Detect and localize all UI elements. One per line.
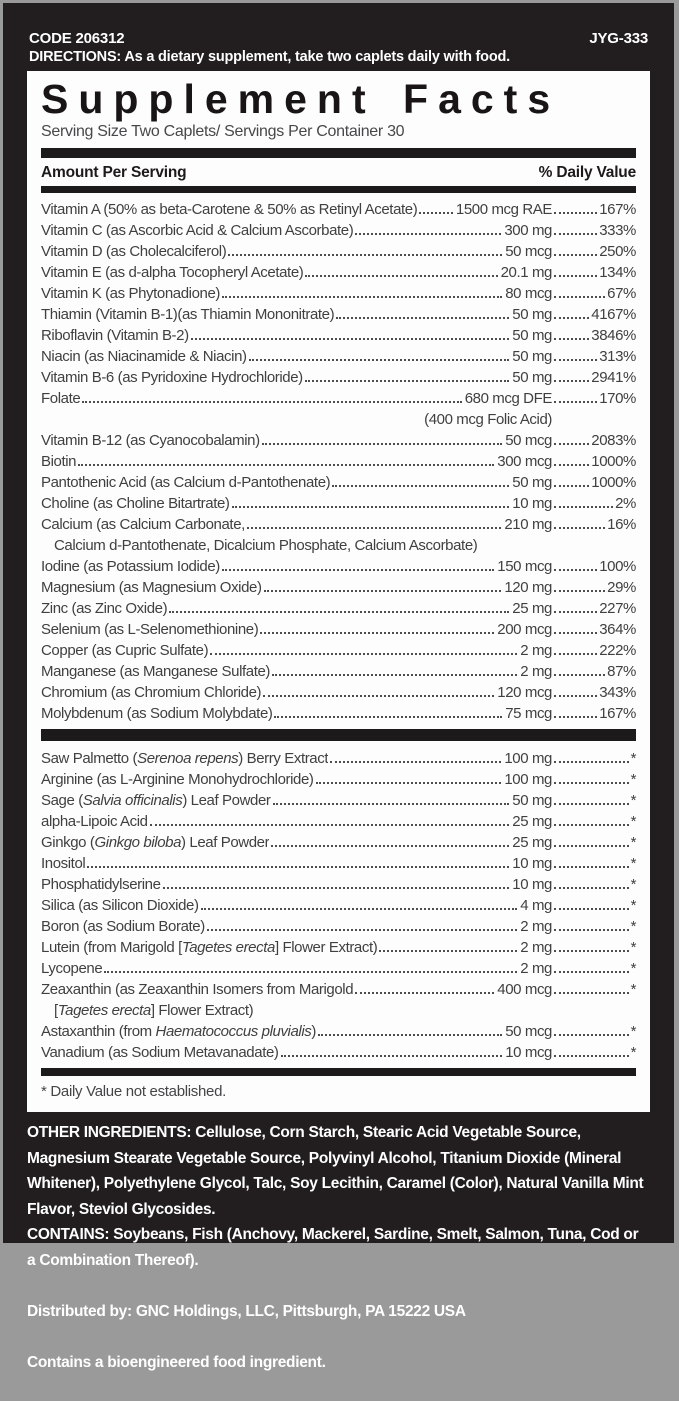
dot-leader bbox=[330, 761, 501, 763]
dv-group bbox=[552, 771, 636, 788]
daily-value-header: % Daily Value bbox=[538, 164, 636, 181]
fact-name: Ginkgo (Ginkgo biloba) Leaf Powder bbox=[41, 834, 270, 851]
dot-leader bbox=[554, 464, 589, 466]
fact-row bbox=[41, 260, 636, 281]
footer-statement bbox=[27, 1124, 643, 1218]
dot-leader bbox=[554, 803, 629, 805]
fact-amount: 1500 mcg RAE bbox=[455, 201, 552, 218]
dot-leader bbox=[554, 443, 589, 445]
fact-daily-value: 29% bbox=[607, 579, 636, 596]
fact-name: Arginine (as L-Arginine Monohydrochloride) bbox=[41, 771, 314, 788]
dv-group bbox=[552, 642, 636, 659]
footer-statement-label: CONTAINS: bbox=[27, 1226, 114, 1243]
dot-leader bbox=[554, 611, 597, 613]
fact-name: Sage (Salvia officinalis) Leaf Powder bbox=[41, 792, 271, 809]
dot-leader bbox=[264, 590, 502, 592]
fact-continuation: Calcium d-Pantothenate, Dicalcium Phosphate, Calcium Ascorbate) bbox=[54, 537, 478, 554]
dot-leader bbox=[150, 824, 510, 826]
dot-leader bbox=[554, 845, 629, 847]
fact-name: Manganese (as Manganese Sulfate) bbox=[41, 663, 271, 680]
fact-daily-value: * bbox=[630, 792, 636, 809]
dv-group bbox=[552, 390, 636, 407]
dot-leader bbox=[169, 611, 509, 613]
dot-leader bbox=[554, 887, 629, 889]
fact-daily-value: * bbox=[630, 750, 636, 767]
fact-daily-value: 2% bbox=[615, 495, 636, 512]
fact-name: Vitamin E (as d-alpha Tocopheryl Acetate) bbox=[41, 264, 304, 281]
fact-row bbox=[41, 449, 636, 470]
fact-row bbox=[41, 197, 636, 218]
fact-row bbox=[41, 851, 636, 872]
fact-daily-value: * bbox=[630, 771, 636, 788]
dot-leader bbox=[554, 359, 597, 361]
fact-row bbox=[41, 218, 636, 239]
dv-group bbox=[552, 558, 636, 575]
fact-daily-value: 333% bbox=[599, 222, 636, 239]
fact-name: Vitamin A (50% as beta-Carotene & 50% as Retinyl Acetate) bbox=[41, 201, 418, 218]
dot-leader bbox=[554, 233, 597, 235]
dot-leader bbox=[201, 908, 518, 910]
dv-group bbox=[552, 876, 636, 893]
fact-row bbox=[41, 323, 636, 344]
fact-name: alpha-Lipoic Acid bbox=[41, 813, 148, 830]
dot-leader bbox=[274, 716, 502, 718]
dv-group bbox=[552, 705, 636, 722]
fact-name: Inositol bbox=[41, 855, 86, 872]
fact-row bbox=[41, 914, 636, 935]
dot-leader bbox=[247, 527, 501, 529]
fact-daily-value: * bbox=[630, 981, 636, 998]
dot-leader bbox=[554, 569, 597, 571]
divider-medium bbox=[41, 186, 636, 193]
fact-row bbox=[41, 935, 636, 956]
fact-row bbox=[41, 701, 636, 722]
fact-daily-value: 313% bbox=[599, 348, 636, 365]
dot-leader bbox=[379, 950, 517, 952]
dot-leader bbox=[273, 803, 510, 805]
fact-amount: 10 mcg bbox=[505, 1044, 552, 1061]
fact-daily-value: * bbox=[630, 813, 636, 830]
fact-daily-value: * bbox=[630, 855, 636, 872]
fact-amount: 50 mg bbox=[512, 474, 552, 491]
dot-leader bbox=[191, 338, 510, 340]
fact-name: Calcium (as Calcium Carbonate, bbox=[41, 516, 245, 533]
dot-leader bbox=[554, 761, 629, 763]
dv-group bbox=[552, 327, 636, 344]
dot-leader bbox=[82, 401, 461, 403]
fact-amount: 4 mg bbox=[520, 897, 552, 914]
fact-amount: 25 mg bbox=[512, 834, 552, 851]
fact-row bbox=[41, 638, 636, 659]
fact-amount: 50 mcg bbox=[505, 243, 552, 260]
fact-name: Zinc (as Zinc Oxide) bbox=[41, 600, 168, 617]
section-vitamins-minerals bbox=[41, 197, 636, 722]
fact-name: Saw Palmetto (Serenoa repens) Berry Extract bbox=[41, 750, 329, 767]
dot-leader bbox=[554, 254, 597, 256]
fact-amount: 80 mcg bbox=[505, 285, 552, 302]
fact-name: Copper (as Cupric Sulfate) bbox=[41, 642, 209, 659]
fact-daily-value: 4167% bbox=[591, 306, 636, 323]
fact-name: Boron (as Sodium Borate) bbox=[41, 918, 205, 935]
fact-name: Vitamin B-6 (as Pyridoxine Hydrochloride) bbox=[41, 369, 303, 386]
fact-daily-value: 250% bbox=[599, 243, 636, 260]
amount-per-serving-header: Amount Per Serving bbox=[41, 164, 187, 181]
dot-leader bbox=[554, 971, 629, 973]
dot-leader bbox=[554, 866, 629, 868]
fact-name: Vitamin B-12 (as Cyanocobalamin) bbox=[41, 432, 260, 449]
fact-row bbox=[41, 470, 636, 491]
fact-amount: 120 mcg bbox=[497, 684, 552, 701]
dv-group bbox=[552, 855, 636, 872]
fact-row bbox=[41, 428, 636, 449]
fact-amount: 10 mg bbox=[512, 855, 552, 872]
fact-row bbox=[41, 767, 636, 788]
fact-name: Thiamin (Vitamin B-1)(as Thiamin Mononitrate) bbox=[41, 306, 335, 323]
dot-leader bbox=[554, 338, 589, 340]
fact-amount: 50 mcg bbox=[505, 1023, 552, 1040]
dv-group bbox=[552, 960, 636, 977]
dot-leader bbox=[554, 782, 629, 784]
dv-group bbox=[552, 750, 636, 767]
fact-daily-value: 16% bbox=[607, 516, 636, 533]
fact-daily-value: 222% bbox=[599, 642, 636, 659]
fact-row bbox=[41, 344, 636, 365]
section-divider bbox=[41, 729, 636, 741]
fact-daily-value: * bbox=[630, 897, 636, 914]
fact-row bbox=[41, 977, 636, 998]
dot-leader bbox=[305, 275, 497, 277]
fact-name: Zeaxanthin (as Zeaxanthin Isomers from Marigold bbox=[41, 981, 354, 998]
fact-row bbox=[41, 365, 636, 386]
dot-leader bbox=[554, 296, 605, 298]
fact-row bbox=[41, 239, 636, 260]
fact-daily-value: 67% bbox=[607, 285, 636, 302]
dv-group bbox=[552, 369, 636, 386]
fact-row bbox=[41, 575, 636, 596]
dot-leader bbox=[210, 653, 517, 655]
fact-daily-value: 167% bbox=[599, 201, 636, 218]
fact-daily-value: * bbox=[630, 960, 636, 977]
sku-code: JYG-333 bbox=[589, 30, 648, 47]
dot-leader bbox=[222, 569, 494, 571]
fact-daily-value: 227% bbox=[599, 600, 636, 617]
fact-amount: 50 mg bbox=[512, 306, 552, 323]
fact-daily-value: * bbox=[630, 939, 636, 956]
fact-daily-value: 3846% bbox=[591, 327, 636, 344]
dv-group bbox=[552, 792, 636, 809]
fact-amount: 20.1 mg bbox=[500, 264, 552, 281]
dot-leader bbox=[554, 695, 597, 697]
fact-row bbox=[41, 554, 636, 575]
fact-row bbox=[41, 491, 636, 512]
fact-amount: 150 mcg bbox=[497, 558, 552, 575]
fact-name: Pantothenic Acid (as Calcium d-Pantothenate) bbox=[41, 474, 331, 491]
fact-amount: (400 mcg Folic Acid) bbox=[424, 411, 552, 428]
fact-daily-value: * bbox=[630, 918, 636, 935]
fact-daily-value: 2941% bbox=[591, 369, 636, 386]
dot-leader bbox=[554, 275, 597, 277]
dot-leader bbox=[207, 929, 517, 931]
dot-leader bbox=[554, 506, 613, 508]
fact-amount: 2 mg bbox=[520, 960, 552, 977]
footer-statement-label: OTHER INGREDIENTS: bbox=[27, 1124, 196, 1141]
fact-daily-value: * bbox=[630, 834, 636, 851]
panel-title: Supplement Facts bbox=[41, 76, 561, 122]
dot-leader bbox=[554, 653, 597, 655]
fact-daily-value: 343% bbox=[599, 684, 636, 701]
dv-group bbox=[552, 495, 636, 512]
fact-amount: 200 mcg bbox=[497, 621, 552, 638]
dv-group bbox=[552, 474, 636, 491]
fact-row bbox=[41, 302, 636, 323]
footer-statement-text: Cellulose, Corn Starch, Stearic Acid Vegetable Source, Magnesium Stearate Vegetable Source, Polyvinyl Alcohol, Titanium Dioxide (Mineral Whitener), Polyethylene Glycol, Talc, Soy Lecithin, Caramel (Color), Natural Vanilla Mint Flavor, Steviol Glycosides. bbox=[27, 1124, 644, 1218]
footer-statement-text: GNC Holdings, LLC, Pittsburgh, PA 15222 USA bbox=[135, 1302, 466, 1320]
fact-name: Folate bbox=[41, 390, 81, 407]
dot-leader bbox=[554, 485, 589, 487]
dv-group bbox=[552, 897, 636, 914]
divider-thick bbox=[41, 148, 636, 158]
dv-group bbox=[552, 516, 636, 533]
dot-leader bbox=[355, 233, 501, 235]
dot-leader bbox=[554, 317, 589, 319]
fact-amount: 50 mg bbox=[512, 792, 552, 809]
fact-amount: 300 mcg bbox=[497, 453, 552, 470]
fact-continuation-amount bbox=[41, 407, 636, 428]
fact-amount: 50 mg bbox=[512, 327, 552, 344]
dv-group bbox=[552, 453, 636, 470]
dot-leader bbox=[554, 908, 629, 910]
footer-statement bbox=[27, 1350, 650, 1376]
fact-amount: 50 mcg bbox=[505, 432, 552, 449]
fact-amount: 2 mg bbox=[520, 642, 552, 659]
fact-amount: 680 mcg DFE bbox=[464, 390, 552, 407]
footer-statement-text: Soybeans, Fish (Anchovy, Mackerel, Sardine, Smelt, Salmon, Tuna, Cod or a Combination Thereof). bbox=[27, 1226, 639, 1269]
fact-amount: 120 mg bbox=[504, 579, 552, 596]
dot-leader bbox=[554, 632, 597, 634]
fact-amount: 50 mg bbox=[512, 348, 552, 365]
fact-name: Silica (as Silicon Dioxide) bbox=[41, 897, 199, 914]
dot-leader bbox=[554, 212, 597, 214]
fact-daily-value: 1000% bbox=[591, 474, 636, 491]
fact-amount: 2 mg bbox=[520, 663, 552, 680]
dot-leader bbox=[554, 674, 605, 676]
dv-group bbox=[552, 600, 636, 617]
fact-amount: 75 mcg bbox=[505, 705, 552, 722]
fact-name: Niacin (as Niacinamide & Niacin) bbox=[41, 348, 247, 365]
fact-amount: 100 mg bbox=[504, 771, 552, 788]
dv-group bbox=[552, 918, 636, 935]
dot-leader bbox=[305, 380, 510, 382]
fact-daily-value: 134% bbox=[599, 264, 636, 281]
dot-leader bbox=[355, 992, 494, 994]
fact-daily-value: 87% bbox=[607, 663, 636, 680]
dot-leader bbox=[554, 992, 629, 994]
dot-leader bbox=[554, 716, 597, 718]
dv-group bbox=[552, 432, 636, 449]
fact-name: Lutein (from Marigold [Tagetes erecta] Flower Extract) bbox=[41, 939, 378, 956]
fact-row bbox=[41, 956, 636, 977]
fact-continuation: [ Tagetes erecta ] Flower Extract) bbox=[54, 1002, 254, 1019]
supplement-label bbox=[3, 3, 674, 1371]
footer-statement-label: Distributed by: bbox=[27, 1302, 136, 1320]
dv-group bbox=[552, 264, 636, 281]
fact-daily-value: 1000% bbox=[591, 453, 636, 470]
fact-name: Chromium (as Chromium Chloride) bbox=[41, 684, 262, 701]
fact-name: Vitamin C (as Ascorbic Acid & Calcium Ascorbate) bbox=[41, 222, 354, 239]
fact-row bbox=[41, 617, 636, 638]
supplement-facts-panel bbox=[27, 71, 650, 1112]
fact-amount: 300 mg bbox=[504, 222, 552, 239]
dot-leader bbox=[232, 506, 510, 508]
fact-amount: 10 mg bbox=[512, 495, 552, 512]
dot-leader bbox=[260, 632, 494, 634]
dv-group bbox=[552, 621, 636, 638]
fact-daily-value: * bbox=[630, 1023, 636, 1040]
dv-group bbox=[552, 306, 636, 323]
fact-row bbox=[41, 680, 636, 701]
dv-group bbox=[552, 663, 636, 680]
dot-leader bbox=[249, 359, 510, 361]
dv-group bbox=[552, 1023, 636, 1040]
column-headers bbox=[41, 164, 636, 182]
fact-daily-value: 100% bbox=[599, 558, 636, 575]
fact-name: Vanadium (as Sodium Metavanadate) bbox=[41, 1044, 279, 1061]
serving-size-line: Serving Size Two Caplets/ Servings Per Container 30 bbox=[41, 123, 405, 140]
dot-leader bbox=[281, 1055, 503, 1057]
dot-leader bbox=[104, 971, 517, 973]
fact-name: Vitamin D (as Cholecalciferol) bbox=[41, 243, 227, 260]
fact-name: Selenium (as L-Selenomethionine) bbox=[41, 621, 259, 638]
fact-row bbox=[41, 872, 636, 893]
dot-leader bbox=[554, 1055, 629, 1057]
dot-leader bbox=[419, 212, 453, 214]
dv-group bbox=[552, 813, 636, 830]
dv-group bbox=[552, 834, 636, 851]
facts-rows bbox=[41, 197, 636, 1061]
dot-leader bbox=[228, 254, 502, 256]
fact-row bbox=[41, 659, 636, 680]
fact-row bbox=[41, 893, 636, 914]
fact-daily-value: 170% bbox=[599, 390, 636, 407]
dot-leader bbox=[554, 401, 597, 403]
dot-leader bbox=[78, 464, 494, 466]
fact-amount: 50 mg bbox=[512, 369, 552, 386]
fact-amount: 25 mg bbox=[512, 600, 552, 617]
dv-group bbox=[552, 939, 636, 956]
dv-group bbox=[552, 201, 636, 218]
dot-leader bbox=[272, 674, 517, 676]
dv-group bbox=[552, 285, 636, 302]
fact-name: Vitamin K (as Phytonadione) bbox=[41, 285, 221, 302]
dot-leader bbox=[263, 695, 494, 697]
divider-end bbox=[41, 1068, 636, 1076]
dot-leader bbox=[332, 485, 509, 487]
fact-name: Astaxanthin (from Haematococcus pluvialis) bbox=[41, 1023, 316, 1040]
dv-group bbox=[552, 981, 636, 998]
fact-daily-value: * bbox=[630, 1044, 636, 1061]
dot-leader bbox=[318, 1034, 502, 1036]
fact-amount: 2 mg bbox=[520, 939, 552, 956]
directions-label: DIRECTIONS: bbox=[29, 49, 122, 65]
dv-group bbox=[552, 222, 636, 239]
label-bottom-footer bbox=[3, 1112, 674, 1401]
fact-row bbox=[41, 281, 636, 302]
fact-amount: 210 mg bbox=[504, 516, 552, 533]
dot-leader bbox=[222, 296, 502, 298]
dv-group bbox=[552, 243, 636, 260]
directions-line bbox=[29, 49, 648, 65]
dot-leader bbox=[87, 866, 509, 868]
footer-statement bbox=[27, 1222, 650, 1273]
dot-leader bbox=[554, 929, 629, 931]
section-botanicals-others bbox=[41, 746, 636, 1061]
dot-leader bbox=[163, 887, 510, 889]
fact-row bbox=[41, 1019, 636, 1040]
fact-amount: 100 mg bbox=[504, 750, 552, 767]
fact-name: Magnesium (as Magnesium Oxide) bbox=[41, 579, 262, 596]
dv-group bbox=[552, 1044, 636, 1061]
fact-row bbox=[41, 809, 636, 830]
fact-row bbox=[41, 596, 636, 617]
fact-daily-value: 364% bbox=[599, 621, 636, 638]
fact-name: Biotin bbox=[41, 453, 77, 470]
dot-leader bbox=[554, 1034, 629, 1036]
fact-amount: 2 mg bbox=[520, 918, 552, 935]
fact-row bbox=[41, 1040, 636, 1061]
fact-name: Molybdenum (as Sodium Molybdate) bbox=[41, 705, 273, 722]
dot-leader bbox=[554, 950, 629, 952]
fact-name: Riboflavin (Vitamin B-2) bbox=[41, 327, 189, 344]
daily-value-footnote: * Daily Value not established. bbox=[41, 1083, 227, 1100]
dot-leader bbox=[271, 845, 509, 847]
fact-row bbox=[41, 830, 636, 851]
dot-leader bbox=[554, 380, 589, 382]
fact-daily-value: * bbox=[630, 876, 636, 893]
footer-statement bbox=[27, 1299, 650, 1325]
footer-statement-text: Contains a bioengineered food ingredient. bbox=[27, 1353, 326, 1371]
dv-group bbox=[552, 348, 636, 365]
label-top-header bbox=[3, 3, 674, 71]
dot-leader bbox=[316, 782, 502, 784]
fact-amount: 10 mg bbox=[512, 876, 552, 893]
fact-daily-value: 167% bbox=[599, 705, 636, 722]
dot-leader bbox=[336, 317, 509, 319]
product-code: CODE 206312 bbox=[29, 30, 125, 47]
fact-name: Iodine (as Potassium Iodide) bbox=[41, 558, 220, 575]
directions-text: As a dietary supplement, take two caplets daily with food. bbox=[124, 49, 510, 65]
dot-leader bbox=[554, 824, 629, 826]
dot-leader bbox=[554, 527, 605, 529]
fact-amount: 400 mcg bbox=[497, 981, 552, 998]
fact-name: Lycopene bbox=[41, 960, 103, 977]
fact-daily-value: 2083% bbox=[591, 432, 636, 449]
fact-amount: 25 mg bbox=[512, 813, 552, 830]
dot-leader bbox=[262, 443, 503, 445]
fact-name: Choline (as Choline Bitartrate) bbox=[41, 495, 230, 512]
fact-name: Phosphatidylserine bbox=[41, 876, 161, 893]
dot-leader bbox=[554, 590, 605, 592]
fact-row bbox=[41, 386, 636, 407]
dv-group bbox=[552, 684, 636, 701]
fact-row bbox=[41, 512, 636, 533]
fact-row bbox=[41, 788, 636, 809]
fact-row bbox=[41, 746, 636, 767]
dv-group bbox=[552, 579, 636, 596]
